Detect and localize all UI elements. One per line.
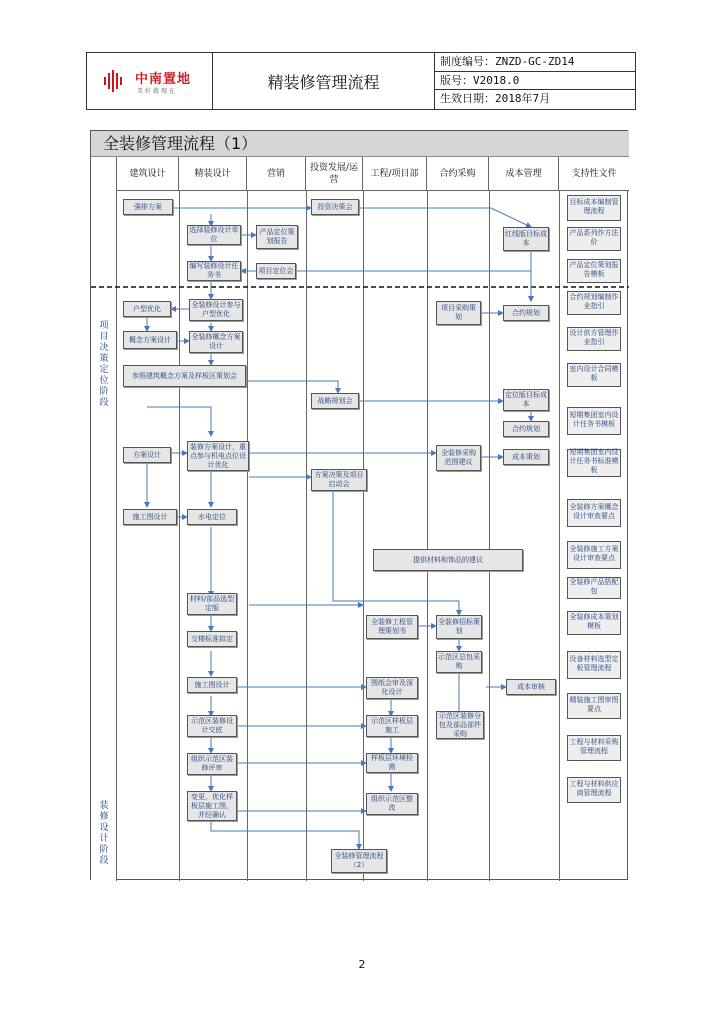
lane-header-procurement: 合约采购 [427, 157, 489, 191]
lane-header-engineering: 工程/项目部 [363, 157, 427, 191]
node-construction-drawing-2[interactable]: 施工图设计 [187, 677, 237, 693]
node-environment-test[interactable]: 样板层环境检测 [366, 753, 418, 773]
page-number: 2 [358, 958, 366, 971]
node-concept-design[interactable]: 概念方案设计 [123, 331, 177, 349]
node-mep-positioning[interactable]: 水电定位 [187, 509, 237, 525]
node-strong-layout-plan[interactable]: 强排方案 [123, 199, 173, 215]
support-doc[interactable]: 短期集团室内设计任务书标准模板 [567, 449, 621, 477]
node-next-flow[interactable]: 全装修管理流程（2） [331, 849, 387, 873]
node-material-selection[interactable]: 材料/部品选型定版 [187, 593, 237, 615]
node-fitout-unit-optimization[interactable]: 全装修设计参与户型优化 [189, 299, 243, 321]
node-fitout-scheme-design[interactable]: 装修方案设计，重点参与机电点位设计优化 [187, 441, 249, 471]
logo-cell [87, 53, 213, 109]
lane-header-cost: 成本管理 [489, 157, 559, 191]
node-reference-concept-meeting[interactable]: 参照建筑概念方案及样板区策划会 [123, 365, 246, 387]
phase-label-design: 装修设计阶段 [99, 801, 109, 866]
flowchart [90, 130, 628, 880]
node-handover-standard[interactable]: 交楼标准拟定 [187, 631, 237, 647]
lane-header-architecture: 建筑设计 [117, 157, 179, 191]
node-showcase-review[interactable]: 组织示范区装修评审 [187, 753, 237, 775]
node-tender-plan[interactable]: 全装修招标策划 [436, 615, 482, 639]
node-procurement-scope[interactable]: 全装修采购范围建议 [436, 445, 481, 471]
node-investment-decision[interactable]: 投资决策会 [311, 199, 359, 215]
lane-header-support-docs: 支持性文件 [559, 157, 629, 191]
node-redline-target-cost[interactable]: 红线版目标成本 [503, 227, 549, 251]
flowchart-title: 全装修管理流程（1） [91, 131, 629, 157]
document-title: 精装修管理流程 [213, 53, 435, 109]
node-strategic-planning[interactable]: 战略规划会 [311, 393, 359, 409]
node-construction-drawing[interactable]: 施工图设计 [123, 509, 177, 525]
node-positioning-target-cost[interactable]: 定位版目标成本 [503, 389, 549, 411]
node-material-suggestions[interactable]: 提供材料和饰品的建议 [373, 549, 523, 571]
node-contract-plan[interactable]: 合约规划 [503, 305, 549, 321]
support-doc[interactable]: 全装修方案概念设计审查要点 [567, 499, 621, 527]
node-change-optimize[interactable]: 变更、优化样板层施工图，并经确认 [187, 791, 237, 821]
node-unit-optimization[interactable]: 户型优化 [123, 301, 171, 317]
node-contract-plan-2[interactable]: 合约规划 [503, 421, 549, 437]
support-doc[interactable]: 工程与材料供应商管理流程 [567, 777, 621, 803]
node-showcase-rectify[interactable]: 组织示范区整改 [366, 793, 418, 815]
support-doc[interactable]: 全装修成本策划模板 [567, 611, 621, 635]
phase-label-decision: 项目决策定位阶段 [99, 321, 109, 408]
node-cost-review[interactable]: 成本审核 [506, 679, 556, 695]
node-engineering-plan[interactable]: 全装修工程管理策划书 [366, 615, 418, 639]
lane-header-marketing: 营销 [247, 157, 306, 191]
node-drawing-review[interactable]: 图纸会审及深化设计 [366, 677, 418, 699]
support-doc[interactable]: 产品系列作方法价 [567, 227, 621, 251]
support-doc[interactable]: 设计供方管理作业指引 [567, 327, 621, 351]
support-doc[interactable]: 工程与材料采购管理流程 [567, 735, 621, 761]
node-procurement-plan[interactable]: 项目采购策划 [436, 301, 481, 325]
node-scheme-design[interactable]: 方案设计 [123, 447, 171, 463]
support-doc[interactable]: 全装修施工方案设计审查要点 [567, 541, 621, 569]
support-doc[interactable]: 目标成本编制管理流程 [567, 195, 621, 221]
node-showcase-procurement[interactable]: 示范区总包采购 [436, 651, 482, 673]
effective-date: 生效日期：2018年7月 [440, 92, 551, 106]
support-doc[interactable]: 设备材料选型定板管理流程 [567, 651, 621, 679]
logo-tagline: 美好就现在 [137, 88, 178, 95]
document-header [86, 52, 636, 110]
logo-name: 中南置地 [135, 72, 192, 87]
node-showcase-sample-construction[interactable]: 示范区样板层施工 [366, 715, 418, 737]
node-project-positioning[interactable]: 项目定位会 [256, 263, 296, 279]
support-doc[interactable]: 短期集团室内设计任务书模板 [567, 407, 621, 435]
lane-header-fitout-design: 精装设计 [179, 157, 247, 191]
support-doc[interactable]: 精装施工图审图要点 [567, 693, 621, 719]
node-cost-planning[interactable]: 成本策划 [503, 449, 549, 465]
support-doc[interactable]: 全装修产品搭配包 [567, 577, 621, 599]
node-select-design-unit[interactable]: 选择装修设计单位 [187, 225, 241, 245]
document-code: 制度编号：ZNZD-GC-ZD14 [435, 53, 635, 72]
node-showcase-disclosure[interactable]: 示范区装修设计交底 [187, 715, 237, 737]
lane-header-investment: 投资发展/运营 [306, 157, 363, 191]
company-logo-icon [103, 68, 129, 94]
support-doc[interactable]: 合约规划编制作业指引 [567, 291, 621, 315]
document-version: 版号：V2018.0 [435, 72, 635, 91]
node-product-positioning[interactable]: 产品定位策划报告 [256, 225, 298, 249]
support-doc[interactable]: 产品定位策划报告模板 [567, 259, 621, 283]
node-scheme-decision-kickoff[interactable]: 方案决策及项目启动会 [311, 469, 367, 491]
node-fitout-concept-design[interactable]: 全装修概念方案设计 [189, 331, 243, 353]
support-doc[interactable]: 室内设计合同模板 [567, 363, 621, 387]
node-showcase-subcontract[interactable]: 示范区装修分包及部品部件采购 [436, 711, 484, 739]
node-write-design-brief[interactable]: 编写装修设计任务书 [187, 261, 241, 281]
